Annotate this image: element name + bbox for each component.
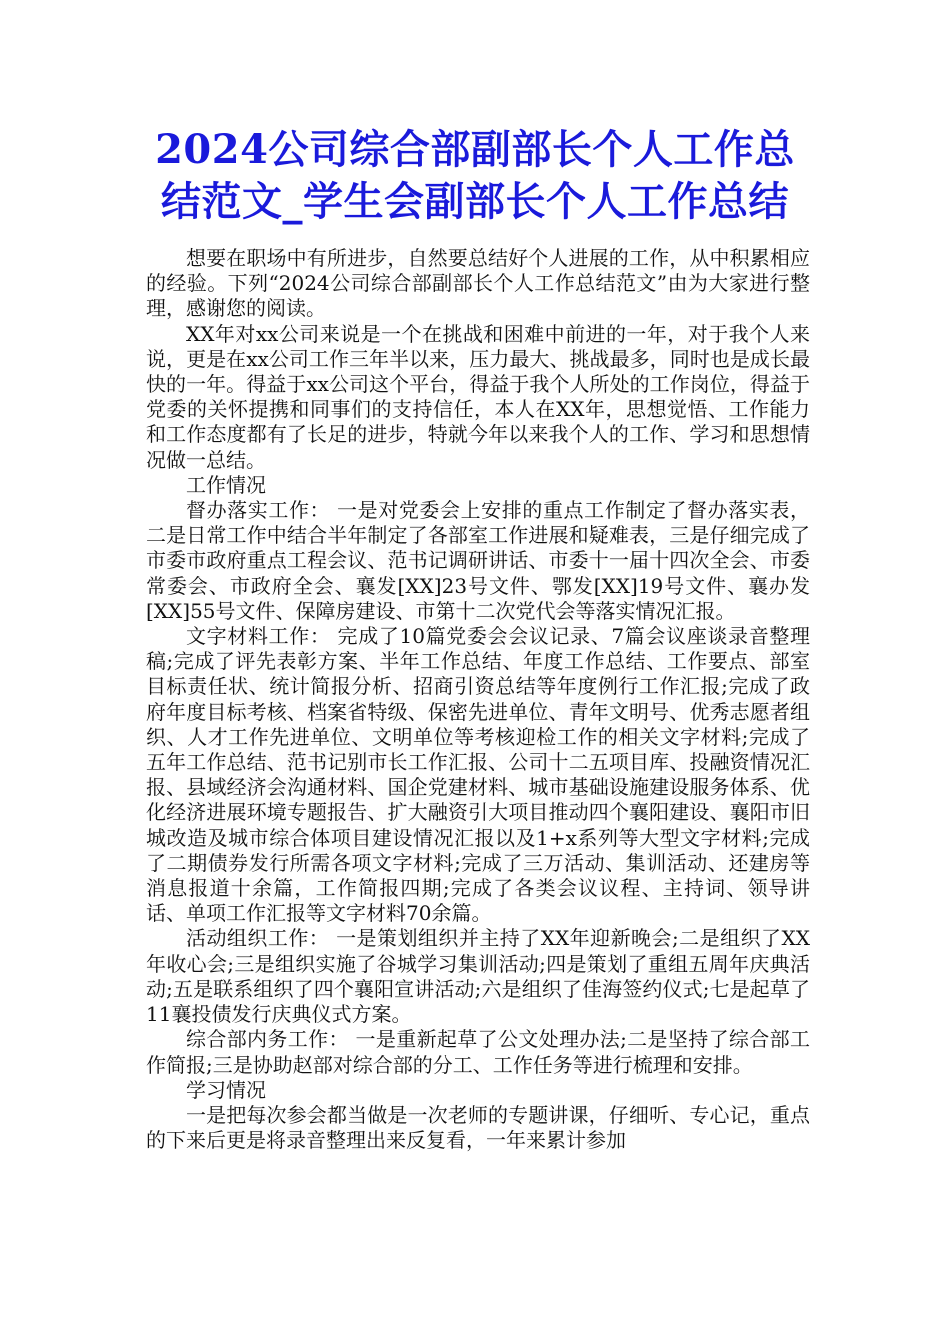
intro-paragraph: 想要在职场中有所进步，自然要总结好个人进展的工作，从中积累相应的经验。下列“2024公司综合部副部长个人工作总结范文”由为大家进行整理，感谢您的阅读。: [146, 246, 810, 321]
section-heading-study: 学习情况: [186, 1077, 266, 1102]
overview-paragraph: XX年对xx公司来说是一个在挑战和困难中前进的一年，对于我个人来说，更是在xx公司工作三年半以来，压力最大、挑战最多，同时也是成长最快的一年。得益于xx公司这个平台，得益于我个人所处的工作岗位，得益于党委的关怀提携和同事们的支持信任，本人在XX年，思想觉悟、工作能力和工作态度都有了长足的进步，特就今年以来我个人的工作、学习和思想情况做一总结。: [146, 321, 810, 472]
activities-paragraph: 活动组织工作： 一是策划组织并主持了XX年迎新晚会;二是组织了XX年收心会;三是组织实施了谷城学习集训活动;四是策划了重组五周年庆典活动;五是联系组织了四个襄阳宣讲活动;六是组织了佳海签约仪式;七是起草了11襄投债发行庆典仪式方案。: [146, 926, 810, 1027]
study-paragraph: 一是把每次参会都当做是一次老师的专题讲课，仔细听、专心记，重点的下来后更是将录音整理出来反复看，一年来累计参加: [146, 1102, 810, 1153]
internal-affairs-paragraph: 综合部内务工作： 一是重新起草了公文处理办法;二是坚持了综合部工作简报;三是协助赵部对综合部的分工、工作任务等进行梳理和安排。: [146, 1027, 810, 1077]
writing-paragraph: 文字材料工作： 完成了10篇党委会会议记录、7篇会议座谈录音整理稿;完成了评先表彰方案、半年工作总结、年度工作总结、工作要点、部室目标责任状、统计简报分析、招商引资总结等年度例行工作汇报;完成了政府年度目标考核、档案省特级、保密先进单位、青年文明号、优秀志愿者组织、人才工作先进单位、文明单位等考核迎检工作的相关文字材料;完成了五年工作总结、范书记别市长工作汇报、公司十二五项目库、投融资情况汇报、县域经济会沟通材料、国企党建材料、城市基础设施建设服务体系、优化经济进展环境专题报告、扩大融资引大项目推动四个襄阳建设、襄阳市旧城改造及城市综合体项目建设情况汇报以及1+x系列等大型文字材料;完成了二期债券发行所需各项文字材料;完成了三万活动、集训活动、还建房等消息报道十余篇，工作简报四期;完成了各类会议议程、主持词、领导讲话、单项工作汇报等文字材料70余篇。: [146, 624, 810, 926]
title-line-1: 2024公司综合部副部长个人工作总: [155, 126, 795, 173]
supervision-paragraph: 督办落实工作： 一是对党委会上安排的重点工作制定了督办落实表，二是日常工作中结合半年制定了各部室工作进展和疑难表，三是仔细完成了市委市政府重点工程会议、范书记调研讲话、市委十一届十四次全会、市委常委会、市政府全会、襄发[XX]23号文件、鄂发[XX]19号文件、襄办发[XX]55号文件、保障房建设、市第十二次党代会等落实情况汇报。: [146, 498, 810, 623]
document-body: [146, 246, 810, 1153]
title-line-2: 结范文_学生会副部长个人工作总结: [161, 178, 789, 225]
section-heading-work: 工作情况: [186, 472, 266, 497]
document-title: [120, 124, 830, 228]
